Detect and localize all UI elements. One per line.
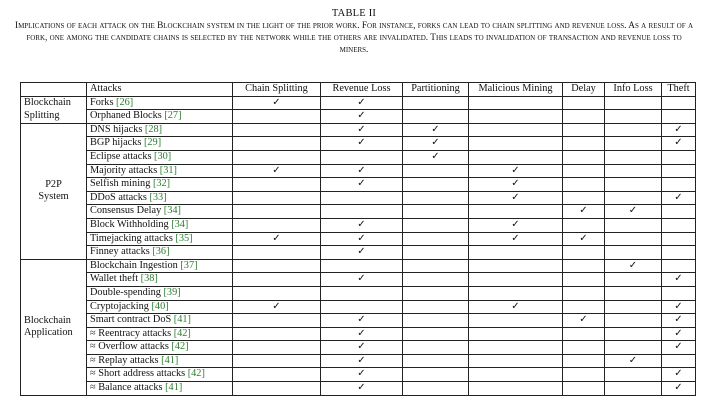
checkmark-icon: ✓ (579, 314, 588, 326)
mark-cell (321, 259, 403, 273)
column-header (21, 83, 87, 97)
citation-link[interactable]: [33] (149, 191, 167, 203)
mark-cell (403, 218, 469, 232)
checkmark-icon: ✓ (674, 273, 683, 285)
table-row (21, 327, 696, 341)
citation-link[interactable]: [31] (159, 164, 177, 176)
citation-link[interactable]: [34] (171, 218, 189, 230)
checkmark-icon: ✓ (272, 232, 281, 244)
mark-cell (233, 368, 321, 382)
mark-cell (403, 382, 469, 396)
attack-name: ≈ Reentracy attacks [42] (87, 327, 233, 341)
checkmark-icon: ✓ (272, 300, 281, 312)
citation-link[interactable]: [26] (116, 96, 134, 108)
mark-cell (605, 218, 662, 232)
mark-cell (403, 327, 469, 341)
checkmark-icon: ✓ (674, 341, 683, 353)
attack-name: Cryptojacking [40] (87, 300, 233, 314)
mark-cell (469, 246, 563, 260)
mark-cell (321, 137, 403, 151)
mark-cell (605, 368, 662, 382)
citation-link[interactable]: [38] (140, 273, 158, 285)
mark-cell (233, 327, 321, 341)
mark-cell (605, 137, 662, 151)
mark-cell (469, 178, 563, 192)
mark-cell (662, 259, 696, 273)
table-row (21, 354, 696, 368)
checkmark-icon: ✓ (674, 300, 683, 312)
mark-cell (605, 191, 662, 205)
checkmark-icon: ✓ (357, 273, 366, 285)
mark-cell (321, 150, 403, 164)
mark-cell (605, 382, 662, 396)
attack-name: ≈ Replay attacks [41] (87, 354, 233, 368)
mark-cell (563, 205, 605, 219)
column-header: Theft (662, 83, 696, 97)
header-row (21, 83, 696, 97)
table-row (21, 314, 696, 328)
column-header: Attacks (87, 83, 233, 97)
mark-cell (403, 164, 469, 178)
mark-cell (321, 164, 403, 178)
checkmark-icon: ✓ (628, 354, 638, 366)
mark-cell (605, 300, 662, 314)
mark-cell (662, 191, 696, 205)
attack-name: ≈ Short address attacks [42] (87, 368, 233, 382)
checkmark-icon: ✓ (357, 354, 366, 366)
checkmark-icon: ✓ (357, 164, 366, 176)
checkmark-icon: ✓ (511, 164, 520, 176)
mark-cell (662, 178, 696, 192)
attack-name: Block Withholding [34] (87, 218, 233, 232)
mark-cell (403, 110, 469, 124)
table-row (21, 110, 696, 124)
attack-name: DNS hijacks [28] (87, 123, 233, 137)
mark-cell (662, 327, 696, 341)
mark-cell (233, 218, 321, 232)
mark-cell (403, 286, 469, 300)
table-row (21, 232, 696, 246)
checkmark-icon: ✓ (511, 232, 520, 244)
table-row (21, 191, 696, 205)
checkmark-icon: ✓ (628, 205, 638, 217)
mark-cell (321, 110, 403, 124)
checkmark-icon: ✓ (357, 341, 366, 353)
mark-cell (403, 246, 469, 260)
attack-name: Wallet theft [38] (87, 273, 233, 287)
mark-cell (605, 232, 662, 246)
mark-cell (605, 327, 662, 341)
attack-name: Consensus Delay [34] (87, 205, 233, 219)
checkmark-icon: ✓ (357, 218, 366, 230)
mark-cell (403, 232, 469, 246)
citation-link[interactable]: [36] (152, 246, 170, 258)
attack-name: ≈ Overflow attacks [42] (87, 341, 233, 355)
checkmark-icon: ✓ (357, 327, 366, 339)
mark-cell (233, 232, 321, 246)
citation-link[interactable]: [41] (161, 354, 179, 366)
attack-name: DDoS attacks [33] (87, 191, 233, 205)
mark-cell (321, 273, 403, 287)
attack-name: ≈ Balance attacks [41] (87, 382, 233, 396)
mark-cell (469, 137, 563, 151)
group-label: Blockchain Application (21, 259, 87, 395)
group-label: P2P System (21, 123, 87, 259)
mark-cell (469, 273, 563, 287)
checkmark-icon: ✓ (674, 327, 683, 339)
mark-cell (233, 164, 321, 178)
table-caption: Implications of each attack on the Blockchain system in the light of the prior work. For instance, forks can lead to chain splitting and revenue loss. As a result of a fork, one among the candidate chains is selected by the network while the others are invalidated. This leads to invalidation of transaction and revenue loss to miners. (14, 21, 694, 56)
mark-cell (403, 273, 469, 287)
mark-cell (233, 286, 321, 300)
mark-cell (469, 123, 563, 137)
checkmark-icon: ✓ (357, 246, 366, 258)
mark-cell (563, 259, 605, 273)
checkmark-icon: ✓ (674, 123, 683, 135)
checkmark-icon: ✓ (511, 300, 520, 312)
mark-cell (563, 123, 605, 137)
attack-name: Smart contract DoS [41] (87, 314, 233, 328)
mark-cell (233, 300, 321, 314)
checkmark-icon: ✓ (511, 191, 520, 203)
mark-cell (403, 96, 469, 110)
mark-cell (321, 96, 403, 110)
citation-link[interactable]: [29] (143, 137, 162, 149)
attack-name: Eclipse attacks [30] (87, 150, 233, 164)
mark-cell (469, 341, 563, 355)
mark-cell (563, 218, 605, 232)
mark-cell (563, 286, 605, 300)
mark-cell (469, 110, 563, 124)
mark-cell (662, 218, 696, 232)
checkmark-icon: ✓ (357, 314, 366, 326)
mark-cell (469, 205, 563, 219)
table-row (21, 382, 696, 396)
mark-cell (605, 246, 662, 260)
mark-cell (403, 259, 469, 273)
table-row (21, 123, 696, 137)
citation-link[interactable]: [42] (173, 327, 191, 339)
mark-cell (662, 205, 696, 219)
mark-cell (403, 300, 469, 314)
table-row (21, 205, 696, 219)
mark-cell (662, 286, 696, 300)
mark-cell (321, 382, 403, 396)
mark-cell (469, 327, 563, 341)
mark-cell (233, 273, 321, 287)
mark-cell (321, 178, 403, 192)
checkmark-icon: ✓ (272, 164, 281, 176)
mark-cell (469, 191, 563, 205)
checkmark-icon: ✓ (357, 137, 366, 149)
mark-cell (605, 150, 662, 164)
mark-cell (469, 314, 563, 328)
mark-cell (321, 368, 403, 382)
mark-cell (563, 246, 605, 260)
mark-cell (403, 205, 469, 219)
mark-cell (233, 137, 321, 151)
checkmark-icon: ✓ (579, 205, 588, 217)
mark-cell (662, 110, 696, 124)
checkmark-icon: ✓ (272, 96, 281, 108)
citation-link[interactable]: [35] (175, 232, 193, 244)
checkmark-icon: ✓ (357, 368, 366, 380)
mark-cell (233, 96, 321, 110)
mark-cell (403, 354, 469, 368)
mark-cell (233, 246, 321, 260)
table-row (21, 137, 696, 151)
mark-cell (563, 300, 605, 314)
checkmark-icon: ✓ (674, 137, 683, 149)
mark-cell (321, 232, 403, 246)
citation-link[interactable]: [42] (187, 368, 205, 380)
checkmark-icon: ✓ (511, 178, 520, 190)
mark-cell (321, 314, 403, 328)
mark-cell (563, 150, 605, 164)
mark-cell (321, 205, 403, 219)
table-row (21, 178, 696, 192)
mark-cell (662, 164, 696, 178)
mark-cell (233, 123, 321, 137)
mark-cell (563, 341, 605, 355)
mark-cell (403, 341, 469, 355)
mark-cell (233, 178, 321, 192)
table-row (21, 273, 696, 287)
mark-cell (605, 286, 662, 300)
attack-name: BGP hijacks [29] (87, 137, 233, 151)
mark-cell (662, 300, 696, 314)
checkmark-icon: ✓ (511, 218, 520, 230)
group-label: Blockchain Splitting (21, 96, 87, 123)
mark-cell (233, 150, 321, 164)
mark-cell (469, 300, 563, 314)
mark-cell (563, 273, 605, 287)
checkmark-icon: ✓ (357, 110, 366, 122)
mark-cell (605, 123, 662, 137)
mark-cell (563, 164, 605, 178)
citation-link[interactable]: [42] (171, 341, 189, 353)
mark-cell (563, 96, 605, 110)
mark-cell (321, 327, 403, 341)
mark-cell (662, 314, 696, 328)
mark-cell (605, 205, 662, 219)
mark-cell (469, 164, 563, 178)
mark-cell (469, 368, 563, 382)
mark-cell (563, 110, 605, 124)
citation-link[interactable]: [39] (163, 286, 181, 298)
mark-cell (605, 110, 662, 124)
mark-cell (233, 382, 321, 396)
mark-cell (605, 273, 662, 287)
table-row (21, 368, 696, 382)
checkmark-icon: ✓ (674, 382, 683, 394)
mark-cell (403, 150, 469, 164)
column-header: Chain Splitting (233, 83, 321, 97)
mark-cell (321, 246, 403, 260)
mark-cell (403, 368, 469, 382)
checkmark-icon: ✓ (357, 178, 366, 190)
table-row (21, 218, 696, 232)
mark-cell (403, 191, 469, 205)
column-header: Delay (563, 83, 605, 97)
mark-cell (321, 300, 403, 314)
mark-cell (233, 205, 321, 219)
mark-cell (662, 96, 696, 110)
checkmark-icon: ✓ (674, 191, 683, 203)
mark-cell (563, 232, 605, 246)
citation-link[interactable]: [40] (151, 300, 169, 312)
mark-cell (563, 191, 605, 205)
table-label: TABLE II (331, 8, 377, 19)
mark-cell (563, 137, 605, 151)
mark-cell (403, 123, 469, 137)
mark-cell (469, 150, 563, 164)
table-row (21, 150, 696, 164)
attack-name: Selfish mining [32] (87, 178, 233, 192)
mark-cell (233, 191, 321, 205)
table-row (21, 286, 696, 300)
checkmark-icon: ✓ (431, 150, 440, 162)
checkmark-icon: ✓ (674, 314, 683, 326)
column-header: Info Loss (605, 83, 662, 97)
mark-cell (662, 246, 696, 260)
mark-cell (662, 273, 696, 287)
table-row (21, 300, 696, 314)
mark-cell (662, 368, 696, 382)
mark-cell (321, 354, 403, 368)
checkmark-icon: ✓ (431, 137, 440, 149)
attack-name: Forks [26] (87, 96, 233, 110)
mark-cell (233, 259, 321, 273)
mark-cell (469, 354, 563, 368)
citation-link[interactable]: [30] (154, 150, 172, 162)
mark-cell (662, 137, 696, 151)
mark-cell (469, 218, 563, 232)
checkmark-icon: ✓ (357, 96, 366, 108)
citation-link[interactable]: [41] (165, 382, 183, 394)
citation-link[interactable]: [27] (164, 110, 182, 122)
mark-cell (662, 123, 696, 137)
mark-cell (321, 218, 403, 232)
mark-cell (662, 150, 696, 164)
mark-cell (605, 354, 662, 368)
attack-name: Finney attacks [36] (87, 246, 233, 260)
mark-cell (605, 314, 662, 328)
mark-cell (563, 314, 605, 328)
column-header: Malicious Mining (469, 83, 563, 97)
mark-cell (321, 341, 403, 355)
mark-cell (233, 314, 321, 328)
checkmark-icon: ✓ (357, 123, 366, 135)
mark-cell (321, 286, 403, 300)
mark-cell (563, 327, 605, 341)
mark-cell (469, 382, 563, 396)
table-body (21, 96, 696, 395)
mark-cell (469, 259, 563, 273)
attack-name: Timejacking attacks [35] (87, 232, 233, 246)
mark-cell (469, 286, 563, 300)
citation-link[interactable]: [28] (144, 123, 163, 135)
mark-cell (662, 354, 696, 368)
checkmark-icon: ✓ (357, 382, 366, 394)
mark-cell (605, 96, 662, 110)
attack-name: Blockchain Ingestion [37] (87, 259, 233, 273)
checkmark-icon: ✓ (431, 123, 440, 135)
mark-cell (605, 341, 662, 355)
mark-cell (403, 178, 469, 192)
attack-name: Double-spending [39] (87, 286, 233, 300)
mark-cell (233, 354, 321, 368)
mark-cell (469, 96, 563, 110)
mark-cell (563, 178, 605, 192)
attack-implications-table (20, 82, 696, 396)
mark-cell (662, 232, 696, 246)
mark-cell (662, 341, 696, 355)
table-row (21, 96, 696, 110)
table-row (21, 341, 696, 355)
mark-cell (233, 341, 321, 355)
mark-cell (321, 123, 403, 137)
mark-cell (563, 354, 605, 368)
citation-link[interactable]: [32] (152, 178, 171, 190)
mark-cell (321, 191, 403, 205)
checkmark-icon: ✓ (579, 232, 588, 244)
mark-cell (605, 178, 662, 192)
citation-link[interactable]: [41] (173, 314, 191, 326)
mark-cell (563, 368, 605, 382)
table-row (21, 246, 696, 260)
citation-link[interactable]: [34] (163, 205, 181, 217)
mark-cell (403, 314, 469, 328)
table-row (21, 164, 696, 178)
mark-cell (563, 382, 605, 396)
table-row (21, 259, 696, 273)
mark-cell (662, 382, 696, 396)
column-header: Revenue Loss (321, 83, 403, 97)
mark-cell (233, 110, 321, 124)
attack-name: Majority attacks [31] (87, 164, 233, 178)
checkmark-icon: ✓ (628, 259, 638, 271)
mark-cell (403, 137, 469, 151)
mark-cell (469, 232, 563, 246)
citation-link[interactable]: [37] (180, 259, 198, 271)
attack-name: Orphaned Blocks [27] (87, 110, 233, 124)
column-header: Partitioning (403, 83, 469, 97)
checkmark-icon: ✓ (674, 368, 683, 380)
checkmark-icon: ✓ (357, 232, 366, 244)
mark-cell (605, 259, 662, 273)
mark-cell (605, 164, 662, 178)
